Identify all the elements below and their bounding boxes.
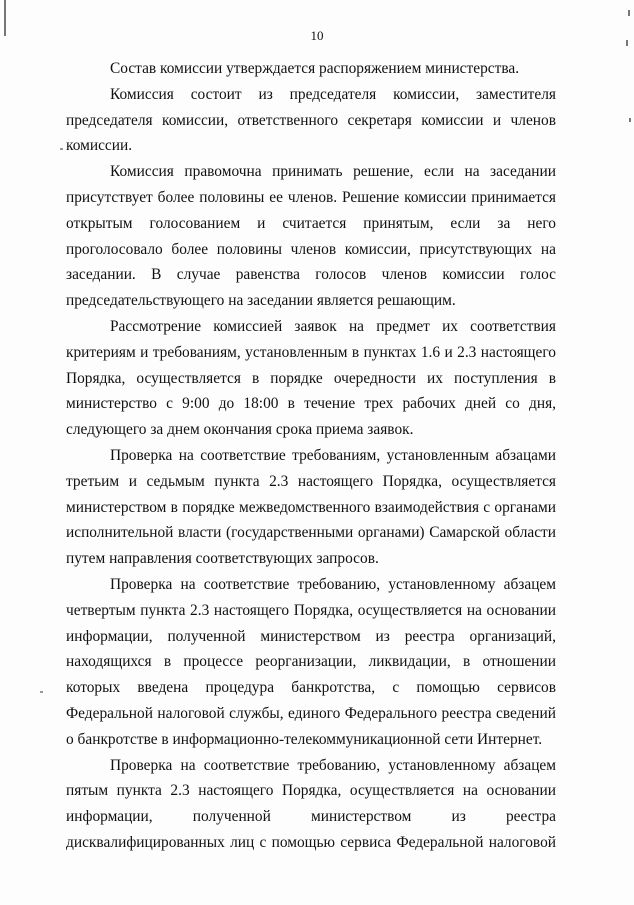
- paragraph: Состав комиссии утверждается распоряжением министерства.: [110, 60, 520, 77]
- paragraph: Проверка на соответствие требованию, установленному абзацем пятым пункта 2.3 настоящего Порядка, осуществляется на основании информации, полученной министерством из реестра дисквалифицированных лиц с помощью сервиса Федеральной налоговой: [66, 756, 556, 851]
- scan-edge-mark: [628, 10, 630, 16]
- paragraph: Комиссия правомочна принимать решение, если на заседании присутствует более половины ее членов. Решение комиссии принимается открытым голосованием и считается принятым, если за него проголосовало более половины членов комиссии, присутствующих на заседании. В случае равенства голосов членов комиссии голос председательствующего на заседании является решающим.: [66, 163, 556, 310]
- scan-speck: [60, 148, 63, 150]
- paragraph: Комиссия состоит из председателя комиссии, заместителя председателя комиссии, ответственного секретаря комиссии и членов комиссии.: [66, 85, 556, 155]
- document-body: [66, 56, 556, 856]
- paragraph: Проверка на соответствие требованиям, установленным абзацами третьим и седьмым пункта 2.3 настоящего Порядка, осуществляется министерством в порядке межведомственного взаимодействия с органами исполнительной власти (государственными органами) Самарской области путем направления соответствующих запросов.: [66, 446, 556, 568]
- page-number: 10: [310, 28, 324, 43]
- paragraph: Рассмотрение комиссией заявок на предмет их соответствия критериям и требованиям, установленным в пунктах 1.6 и 2.3 настоящего Порядка, осуществляется в порядке очередности их поступления в министерство с 9:00 до 18:00 в течение трех рабочих дней со дня, следующего за днем окончания срока приема заявок.: [66, 317, 556, 439]
- scan-speck: [40, 691, 43, 693]
- paragraph: Проверка на соответствие требованию, установленному абзацем четвертым пункта 2.3 настоящего Порядка, осуществляется на основании информации, полученной министерством из реестра организаций, находящихся в процессе реорганизации, ликвидации, в отношении которых введена процедура банкротства, с помощью сервисов Федеральной налоговой службы, единого Федерального реестра сведений о банкротстве в информационно-телекоммуникационной сети Интернет.: [66, 575, 556, 748]
- scan-edge-mark: [629, 118, 631, 122]
